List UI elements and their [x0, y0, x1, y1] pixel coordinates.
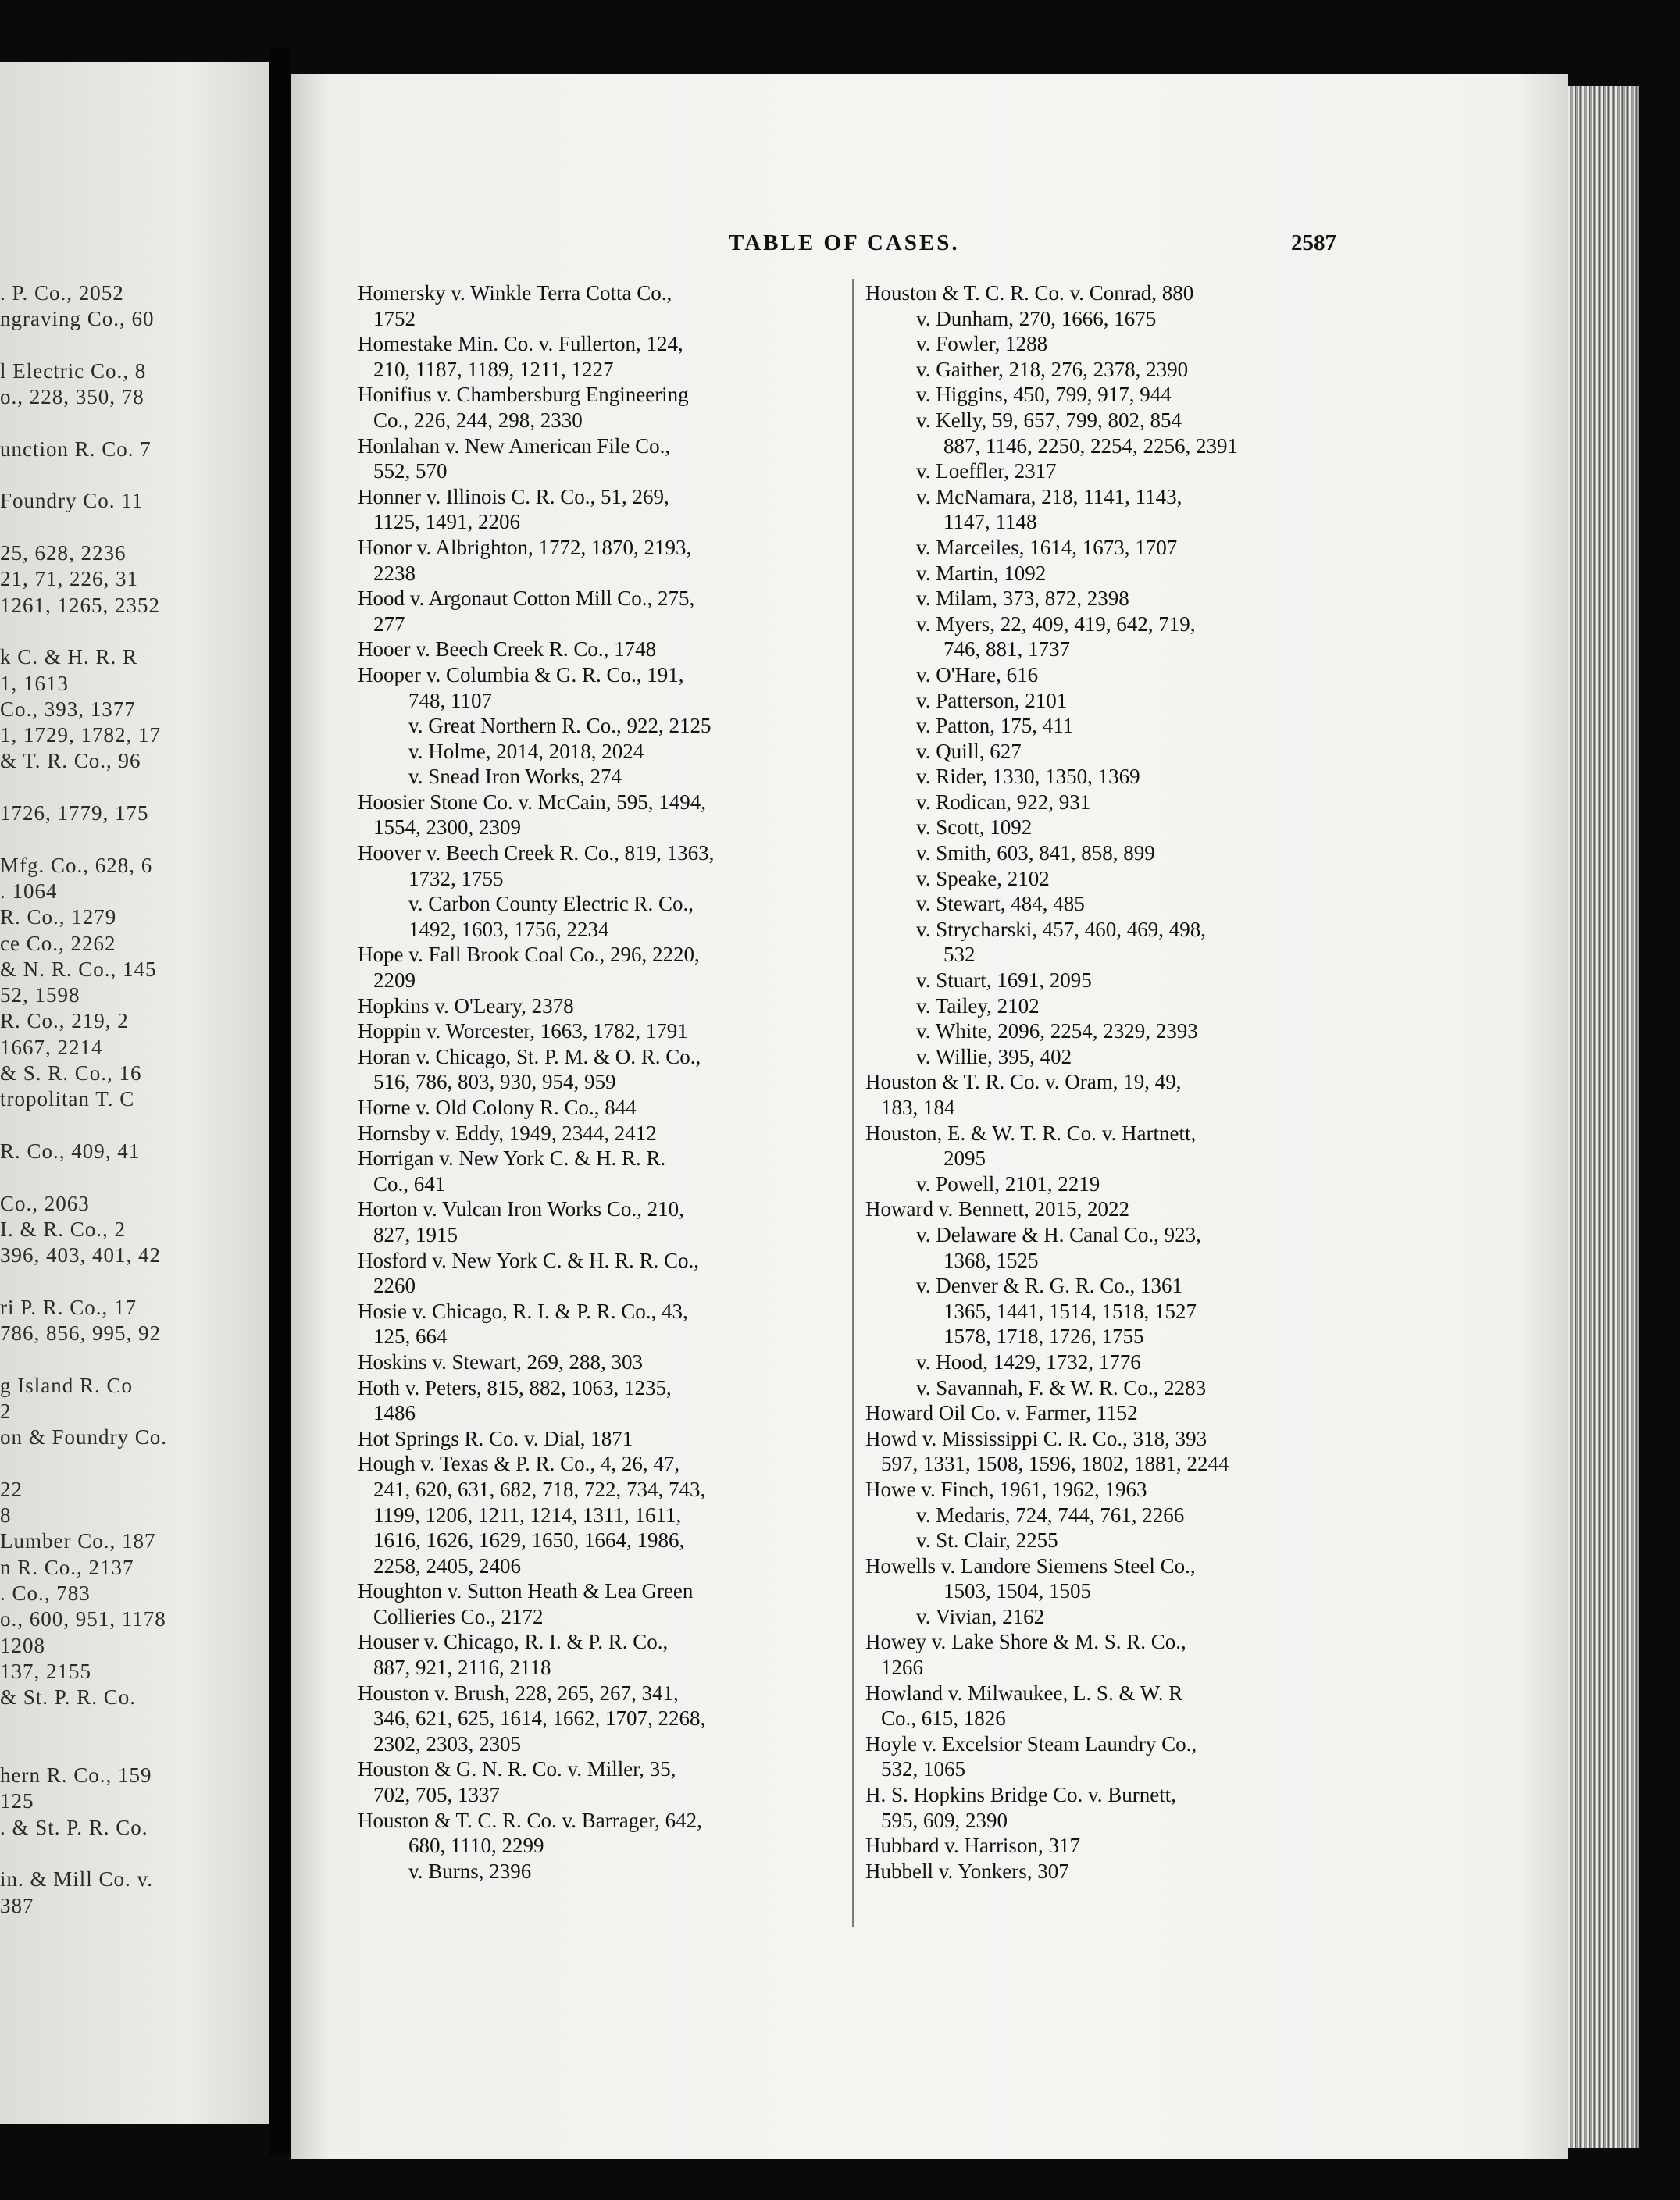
left-page-fragment: Foundry Co. 11: [0, 489, 144, 513]
left-page-fragment: 396, 403, 401, 42: [0, 1243, 161, 1268]
case-entry: Horan v. Chicago, St. P. M. & O. R. Co.,: [358, 1044, 701, 1068]
case-entry: Hope v. Fall Brook Coal Co., 296, 2220,: [358, 943, 700, 967]
left-page-fragment: & N. R. Co., 145: [0, 957, 157, 981]
case-entry-continuation: 887, 921, 2116, 2118: [373, 1656, 551, 1680]
case-entry-continuation: v. Medaris, 724, 744, 761, 2266: [916, 1503, 1185, 1527]
left-page-fragment: & T. R. Co., 96: [0, 749, 141, 773]
left-page-fragment: on & Foundry Co.: [0, 1425, 168, 1449]
case-entry-continuation: v. White, 2096, 2254, 2329, 2393: [916, 1019, 1198, 1043]
case-entry-continuation: v. Willie, 395, 402: [916, 1044, 1072, 1068]
left-page-fragment: 2: [0, 1399, 12, 1423]
case-entry: Hornsby v. Eddy, 1949, 2344, 2412: [358, 1121, 657, 1145]
case-entry: Howland v. Milwaukee, L. S. & W. R: [865, 1681, 1183, 1705]
case-entry-continuation: 2302, 2303, 2305: [373, 1731, 521, 1756]
case-entry: Hoosier Stone Co. v. McCain, 595, 1494,: [358, 790, 706, 814]
case-entry-continuation: v. Dunham, 270, 1666, 1675: [916, 306, 1157, 330]
case-entry: Hoskins v. Stewart, 269, 288, 303: [358, 1350, 643, 1374]
case-entry-continuation: v. Higgins, 450, 799, 917, 944: [916, 383, 1172, 407]
case-entry-continuation: 1732, 1755: [408, 866, 504, 890]
case-entry: Hooer v. Beech Creek R. Co., 1748: [358, 637, 657, 661]
left-page-fragment: hern R. Co., 159: [0, 1763, 152, 1788]
case-entry-continuation: 702, 705, 1337: [373, 1783, 500, 1807]
left-page-fragment: ri P. R. Co., 17: [0, 1295, 137, 1319]
left-page-fragment: Mfg. Co., 628, 6: [0, 853, 153, 877]
case-entry-continuation: Co., 226, 244, 298, 2330: [373, 408, 583, 432]
case-entry-continuation: v. Loeffler, 2317: [916, 459, 1057, 483]
left-page-fragment: . 1064: [0, 879, 58, 903]
case-entry: Horton v. Vulcan Iron Works Co., 210,: [358, 1197, 684, 1221]
left-facing-page: [0, 62, 269, 2124]
case-entry-continuation: 277: [373, 612, 405, 636]
case-entry-continuation: 346, 621, 625, 1614, 1662, 1707, 2268,: [373, 1706, 706, 1731]
case-entry: Horne v. Old Colony R. Co., 844: [358, 1096, 637, 1119]
case-entry-continuation: 1616, 1626, 1629, 1650, 1664, 1986,: [373, 1528, 685, 1553]
case-entry: Horrigan v. New York C. & H. R. R.: [358, 1146, 666, 1171]
case-entry-continuation: 2260: [373, 1274, 416, 1298]
case-entry: Howe v. Finch, 1961, 1962, 1963: [865, 1477, 1147, 1501]
left-page-fragment: o., 600, 951, 1178: [0, 1607, 166, 1631]
case-entry-continuation: Co., 641: [373, 1171, 446, 1196]
left-page-fragment: R. Co., 219, 2: [0, 1009, 129, 1033]
case-entry-continuation: v. Hood, 1429, 1732, 1776: [916, 1350, 1141, 1374]
case-entry-continuation: 516, 786, 803, 930, 954, 959: [373, 1070, 616, 1094]
left-page-fragment: & St. P. R. Co.: [0, 1685, 137, 1710]
case-entry-continuation: v. Martin, 1092: [916, 561, 1047, 585]
case-entry-continuation: 532: [943, 943, 976, 967]
case-entry: Howells v. Landore Siemens Steel Co.,: [865, 1553, 1196, 1578]
case-entry: Howd v. Mississippi C. R. Co., 318, 393: [865, 1426, 1207, 1450]
left-page-fragment: 22: [0, 1477, 23, 1501]
left-page-fragment: in. & Mill Co. v.: [0, 1867, 154, 1892]
case-entry-continuation: v. Kelly, 59, 657, 799, 802, 854: [916, 408, 1182, 432]
case-entry: Houser v. Chicago, R. I. & P. R. Co.,: [358, 1630, 669, 1654]
left-page-fragment: 786, 856, 995, 92: [0, 1321, 161, 1345]
case-entry-continuation: v. Stuart, 1691, 2095: [916, 968, 1092, 993]
case-entry: Houston v. Brush, 228, 265, 267, 341,: [358, 1681, 679, 1705]
case-entry-continuation: 595, 609, 2390: [881, 1808, 1008, 1832]
case-entry-continuation: v. Powell, 2101, 2219: [916, 1171, 1100, 1196]
left-page-fragment: l Electric Co., 8: [0, 358, 147, 383]
case-entry-continuation: 1554, 2300, 2309: [373, 815, 521, 840]
case-entry: Hoyle v. Excelsior Steam Laundry Co.,: [865, 1731, 1197, 1756]
case-entry-continuation: v. St. Clair, 2255: [916, 1528, 1058, 1553]
case-entry: H. S. Hopkins Bridge Co. v. Burnett,: [865, 1783, 1176, 1807]
case-entry: Houston & T. C. R. Co. v. Conrad, 880: [865, 281, 1194, 305]
case-entry-continuation: 2209: [373, 968, 416, 993]
case-entry-continuation: 1266: [881, 1656, 923, 1680]
case-entry-continuation: v. Vivian, 2162: [916, 1604, 1045, 1628]
case-entry-continuation: 748, 1107: [408, 688, 492, 712]
case-entry: Homersky v. Winkle Terra Cotta Co.,: [358, 281, 672, 305]
case-entry: Hough v. Texas & P. R. Co., 4, 26, 47,: [358, 1452, 680, 1476]
case-entry-continuation: v. Patterson, 2101: [916, 688, 1068, 712]
page-number: 2587: [1291, 230, 1336, 255]
case-entry-continuation: 1368, 1525: [943, 1248, 1039, 1272]
case-entry: Honner v. Illinois C. R. Co., 51, 269,: [358, 484, 669, 508]
right-index-column: [865, 280, 1545, 1884]
case-entry-continuation: 210, 1187, 1189, 1211, 1227: [373, 357, 614, 381]
case-entry-continuation: v. Patton, 175, 411: [916, 714, 1074, 738]
case-entry-continuation: v. Stewart, 484, 485: [916, 892, 1085, 916]
case-entry-continuation: 1752: [373, 306, 416, 330]
case-entry-continuation: v. Myers, 22, 409, 419, 642, 719,: [916, 612, 1196, 636]
case-entry-continuation: 680, 1110, 2299: [408, 1834, 544, 1858]
case-entry-continuation: 2238: [373, 561, 416, 585]
case-entry-continuation: v. Milam, 373, 872, 2398: [916, 587, 1129, 611]
case-entry-continuation: 183, 184: [881, 1096, 955, 1119]
left-page-fragment: 1, 1613: [0, 671, 69, 695]
case-entry-continuation: 827, 1915: [373, 1222, 458, 1246]
left-page-fragment: 387: [0, 1893, 34, 1917]
case-entry: Houston & G. N. R. Co. v. Miller, 35,: [358, 1757, 676, 1781]
left-page-fragment: g Island R. Co: [0, 1373, 134, 1397]
left-page-fragment: 125: [0, 1789, 34, 1813]
case-entry: Homestake Min. Co. v. Fullerton, 124,: [358, 332, 683, 356]
left-page-fragment: Co., 2063: [0, 1191, 90, 1215]
case-entry-continuation: v. Great Northern R. Co., 922, 2125: [408, 714, 712, 738]
case-entry-continuation: 2258, 2405, 2406: [373, 1553, 521, 1578]
case-entry-continuation: v. Scott, 1092: [916, 815, 1033, 840]
left-page-fragment: 1, 1729, 1782, 17: [0, 723, 161, 747]
case-entry-continuation: v. Rodican, 922, 931: [916, 790, 1091, 814]
case-entry-continuation: 1365, 1441, 1514, 1518, 1527: [943, 1299, 1197, 1323]
case-entry: Honor v. Albrighton, 1772, 1870, 2193,: [358, 535, 692, 559]
left-page-fragment: I. & R. Co., 2: [0, 1217, 127, 1241]
left-page-fragment: ngraving Co., 60: [0, 307, 155, 331]
case-entry: Honlahan v. New American File Co.,: [358, 433, 671, 458]
case-entry-continuation: v. Gaither, 218, 276, 2378, 2390: [916, 357, 1189, 381]
left-page-fragment: 137, 2155: [0, 1659, 91, 1683]
case-entry-continuation: v. Carbon County Electric R. Co.,: [408, 892, 694, 916]
left-page-fragment: 1667, 2214: [0, 1035, 103, 1059]
case-entry-continuation: Co., 615, 1826: [881, 1706, 1006, 1731]
case-entry-continuation: v. Burns, 2396: [408, 1859, 532, 1883]
left-page-fragment: R. Co., 409, 41: [0, 1139, 141, 1163]
left-page-fragment: unction R. Co. 7: [0, 437, 152, 461]
case-entry-continuation: v. Delaware & H. Canal Co., 923,: [916, 1222, 1201, 1246]
left-page-fragment: R. Co., 1279: [0, 905, 117, 929]
left-page-fragment: 1208: [0, 1633, 45, 1657]
left-page-fragment: k C. & H. R. R: [0, 645, 138, 669]
case-entry: Hoover v. Beech Creek R. Co., 819, 1363,: [358, 841, 715, 865]
left-page-fragment: Lumber Co., 187: [0, 1529, 156, 1553]
case-entry-continuation: v. Rider, 1330, 1350, 1369: [916, 765, 1140, 789]
case-entry: Houston & T. R. Co. v. Oram, 19, 49,: [865, 1070, 1182, 1094]
left-page-fragment: . & St. P. R. Co.: [0, 1815, 148, 1839]
left-page-fragment: 1726, 1779, 175: [0, 801, 149, 825]
case-entry: Hoppin v. Worcester, 1663, 1782, 1791: [358, 1019, 688, 1043]
main-page: [291, 74, 1568, 2159]
case-entry: Honifius v. Chambersburg Engineering: [358, 383, 689, 407]
case-entry-continuation: 1578, 1718, 1726, 1755: [943, 1325, 1144, 1349]
case-entry-continuation: 1125, 1491, 2206: [373, 510, 520, 534]
left-page-fragment: 25, 628, 2236: [0, 541, 127, 565]
left-page-fragment: 8: [0, 1503, 12, 1528]
case-entry: Hopkins v. O'Leary, 2378: [358, 993, 574, 1018]
case-entry-continuation: 552, 570: [373, 459, 448, 483]
left-page-fragment: 52, 1598: [0, 983, 80, 1007]
case-entry: Howard v. Bennett, 2015, 2022: [865, 1197, 1129, 1221]
running-head: TABLE OF CASES.: [729, 230, 960, 255]
case-entry-continuation: v. Denver & R. G. R. Co., 1361: [916, 1274, 1182, 1298]
case-entry: Hubbard v. Harrison, 317: [865, 1834, 1080, 1858]
case-entry: Howey v. Lake Shore & M. S. R. Co.,: [865, 1630, 1186, 1654]
case-entry-continuation: 1503, 1504, 1505: [943, 1579, 1091, 1603]
case-entry-continuation: v. Savannah, F. & W. R. Co., 2283: [916, 1375, 1207, 1400]
case-entry: Hosford v. New York C. & H. R. R. Co.,: [358, 1248, 700, 1272]
case-entry-continuation: 1199, 1206, 1211, 1214, 1311, 1611,: [373, 1503, 682, 1527]
left-page-fragment: Co., 393, 1377: [0, 697, 136, 721]
case-entry: Hubbell v. Yonkers, 307: [865, 1859, 1069, 1883]
case-entry-continuation: v. McNamara, 218, 1141, 1143,: [916, 484, 1182, 508]
left-page-fragment: ce Co., 2262: [0, 931, 116, 955]
left-page-fragment: n R. Co., 2137: [0, 1555, 134, 1579]
case-entry: Hosie v. Chicago, R. I. & P. R. Co., 43,: [358, 1299, 688, 1323]
case-entry-continuation: v. Speake, 2102: [916, 866, 1050, 890]
case-entry-continuation: 1492, 1603, 1756, 2234: [408, 917, 609, 941]
left-page-fragment: & S. R. Co., 16: [0, 1061, 142, 1085]
case-entry: Hot Springs R. Co. v. Dial, 1871: [358, 1426, 633, 1450]
case-entry-continuation: 1486: [373, 1401, 416, 1425]
case-entry: Hoth v. Peters, 815, 882, 1063, 1235,: [358, 1375, 672, 1400]
case-entry-continuation: v. Holme, 2014, 2018, 2024: [408, 739, 644, 763]
case-entry-continuation: 597, 1331, 1508, 1596, 1802, 1881, 2244: [881, 1452, 1229, 1476]
case-entry-continuation: 746, 881, 1737: [943, 637, 1070, 661]
case-entry-continuation: v. Snead Iron Works, 274: [408, 765, 622, 789]
case-entry: Houghton v. Sutton Heath & Lea Green: [358, 1579, 694, 1603]
case-entry-continuation: v. Quill, 627: [916, 739, 1022, 763]
case-entry-continuation: 1147, 1148: [943, 510, 1037, 534]
case-entry-continuation: v. Smith, 603, 841, 858, 899: [916, 841, 1155, 865]
case-entry-continuation: v. Fowler, 1288: [916, 332, 1048, 356]
case-entry-continuation: 532, 1065: [881, 1757, 965, 1781]
case-entry-continuation: 887, 1146, 2250, 2254, 2256, 2391: [943, 433, 1238, 458]
case-entry-continuation: v. O'Hare, 616: [916, 662, 1039, 686]
column-divider: [852, 279, 854, 1927]
case-entry-continuation: 241, 620, 631, 682, 718, 722, 734, 743,: [373, 1477, 706, 1501]
case-entry-continuation: v. Tailey, 2102: [916, 993, 1040, 1018]
page-header: [291, 230, 1568, 265]
case-entry-continuation: v. Marceiles, 1614, 1673, 1707: [916, 535, 1178, 559]
left-page-fragment: tropolitan T. C: [0, 1087, 135, 1111]
left-page-fragment: . P. Co., 2052: [0, 281, 124, 305]
case-entry-continuation: 2095: [943, 1146, 986, 1171]
page-edge-stack: [1568, 86, 1639, 2148]
case-entry-continuation: v. Strycharski, 457, 460, 469, 498,: [916, 917, 1206, 941]
case-entry-continuation: 125, 664: [373, 1325, 448, 1349]
case-entry-continuation: Collieries Co., 2172: [373, 1604, 544, 1628]
book-binding: [269, 47, 291, 2155]
left-page-fragment: . Co., 783: [0, 1581, 91, 1605]
left-page-fragment: 1261, 1265, 2352: [0, 593, 160, 617]
case-entry: Houston, E. & W. T. R. Co. v. Hartnett,: [865, 1121, 1197, 1145]
left-page-fragment: 21, 71, 226, 31: [0, 567, 138, 591]
case-entry: Hooper v. Columbia & G. R. Co., 191,: [358, 662, 684, 686]
case-entry: Hood v. Argonaut Cotton Mill Co., 275,: [358, 587, 695, 611]
case-entry: Howard Oil Co. v. Farmer, 1152: [865, 1401, 1138, 1425]
left-index-column: [358, 280, 842, 1884]
left-page-fragment: o., 228, 350, 78: [0, 385, 144, 409]
case-entry: Houston & T. C. R. Co. v. Barrager, 642,: [358, 1808, 702, 1832]
